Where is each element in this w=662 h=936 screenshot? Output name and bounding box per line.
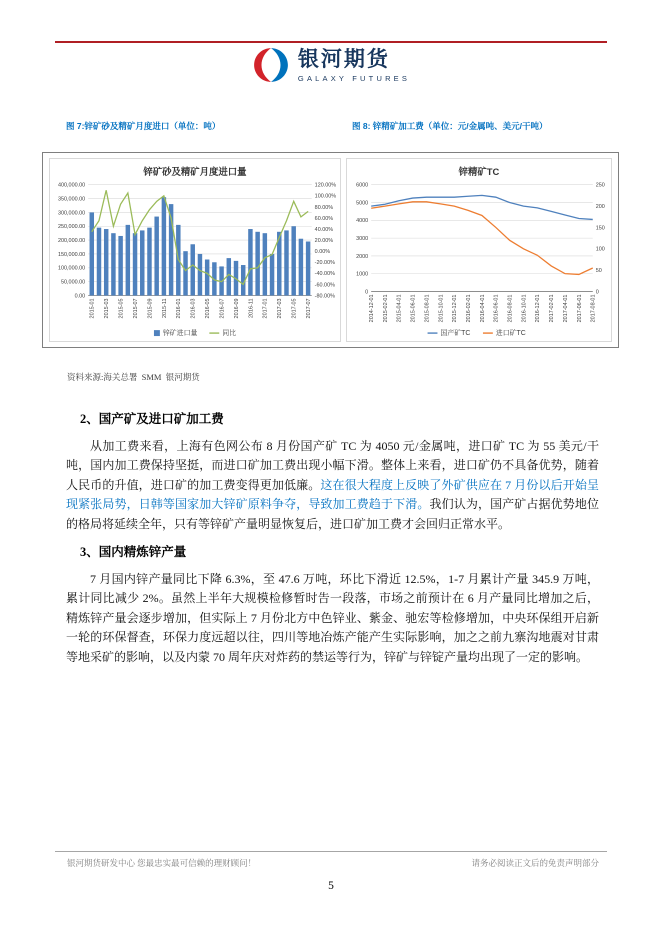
svg-text:国产矿TC: 国产矿TC: [440, 330, 471, 338]
svg-text:-60.00%: -60.00%: [314, 282, 335, 289]
svg-text:150,000.00: 150,000.00: [57, 251, 85, 258]
svg-text:4000: 4000: [356, 218, 369, 225]
svg-text:150: 150: [596, 225, 606, 232]
svg-text:2016-06-01: 2016-06-01: [494, 294, 501, 323]
svg-text:400,000.00: 400,000.00: [57, 182, 85, 189]
galaxy-swirl-icon: [252, 46, 290, 84]
svg-text:200: 200: [596, 203, 606, 210]
figure7-caption: 图 7:锌矿砂及精矿月度进口（单位：吨）: [66, 121, 221, 131]
svg-text:2015-12-01: 2015-12-01: [452, 294, 459, 323]
svg-text:2017-04-01: 2017-04-01: [563, 294, 570, 323]
svg-text:2017-05: 2017-05: [291, 298, 298, 319]
svg-text:2016-02-01: 2016-02-01: [466, 294, 473, 323]
svg-text:进口矿TC: 进口矿TC: [496, 330, 527, 338]
svg-text:100.00%: 100.00%: [314, 193, 336, 200]
svg-text:0: 0: [365, 289, 369, 296]
svg-text:2016-04-01: 2016-04-01: [480, 294, 487, 323]
svg-text:2016-07: 2016-07: [219, 298, 226, 319]
svg-text:2016-08-01: 2016-08-01: [507, 294, 514, 323]
svg-text:锌矿进口量: 锌矿进口量: [162, 330, 198, 338]
svg-text:2015-09: 2015-09: [147, 298, 154, 319]
svg-text:-80.00%: -80.00%: [314, 293, 335, 300]
svg-text:2015-03: 2015-03: [103, 298, 110, 319]
svg-text:2015-07: 2015-07: [132, 298, 139, 319]
svg-text:60.00%: 60.00%: [314, 215, 333, 222]
source-note: 资料来源:海关总署 SMM 银河期货: [67, 372, 200, 382]
svg-text:50: 50: [596, 268, 603, 275]
svg-text:350,000.00: 350,000.00: [57, 196, 85, 203]
header-rule: [55, 41, 607, 43]
brand-text: [298, 48, 410, 83]
svg-text:120.00%: 120.00%: [314, 182, 336, 189]
svg-text:2017-08-01: 2017-08-01: [590, 294, 597, 323]
para-text: 我们认为，国产矿占据优势地位的格局将延续全年，只有等锌矿产量明显恢复后，进口矿加工费才会回归正常水平。: [66, 497, 599, 531]
figure8-caption: 图 8: 锌精矿加工费（单位：元/金属吨、美元/干吨）: [352, 121, 548, 131]
brand-logo: [0, 46, 662, 84]
svg-text:250: 250: [596, 182, 606, 189]
svg-text:100,000.00: 100,000.00: [57, 265, 85, 272]
svg-text:2017-02-01: 2017-02-01: [549, 294, 556, 323]
svg-text:锌矿砂及精矿月度进口量: 锌矿砂及精矿月度进口量: [143, 165, 247, 177]
svg-text:80.00%: 80.00%: [314, 204, 333, 211]
para-text: 从加工费来看，上海有色网公布 8 月份国产矿 TC 为 4050 元/金属吨，进口矿 TC 为 55 美元/干吨，国内加工费保持坚挺，而进口矿加工费出现小幅下滑。整体上来看，进口矿仍不具备优势，随着人民币的升值，进口矿的加工费变得更加低廉。: [66, 439, 599, 492]
svg-text:2016-11: 2016-11: [247, 298, 254, 319]
svg-text:3000: 3000: [356, 236, 369, 243]
footer-rule: [55, 851, 607, 852]
svg-text:2016-01: 2016-01: [175, 298, 182, 319]
svg-text:2000: 2000: [356, 253, 369, 260]
svg-text:1000: 1000: [356, 271, 369, 278]
svg-text:0.00: 0.00: [74, 293, 85, 300]
svg-text:300,000.00: 300,000.00: [57, 210, 85, 217]
svg-text:200,000.00: 200,000.00: [57, 237, 85, 244]
svg-text:0: 0: [596, 289, 600, 296]
svg-text:锌精矿TC: 锌精矿TC: [459, 165, 500, 177]
svg-text:2016-03: 2016-03: [190, 298, 197, 319]
page-number: 5: [328, 880, 334, 892]
svg-text:2015-05: 2015-05: [118, 298, 125, 319]
svg-text:2015-10-01: 2015-10-01: [438, 294, 445, 323]
svg-text:250,000.00: 250,000.00: [57, 224, 85, 231]
section2-heading: 2、国产矿及进口矿加工费: [80, 412, 224, 426]
svg-text:2017-06-01: 2017-06-01: [577, 294, 584, 323]
svg-text:2017-01: 2017-01: [262, 298, 269, 319]
svg-text:2015-02-01: 2015-02-01: [383, 294, 390, 323]
svg-text:2015-08-01: 2015-08-01: [424, 294, 431, 323]
figure-box: [42, 152, 619, 348]
svg-text:2017-07: 2017-07: [305, 298, 312, 319]
svg-text:-40.00%: -40.00%: [314, 271, 335, 278]
svg-text:同比: 同比: [221, 330, 236, 338]
section2-paragraph: [66, 437, 599, 534]
svg-text:2016-10-01: 2016-10-01: [521, 294, 528, 323]
brand-name-en: GALAXY FUTURES: [297, 73, 411, 83]
svg-text:2017-03: 2017-03: [276, 298, 283, 319]
svg-text:2014-12-01: 2014-12-01: [369, 294, 376, 323]
svg-text:2015-01: 2015-01: [89, 298, 96, 319]
footer-disclaimer-text: 请务必阅读正文后的免责声明部分: [471, 858, 599, 868]
svg-text:-20.00%: -20.00%: [314, 260, 335, 267]
zinc-ore-import-chart: [49, 158, 341, 342]
svg-text:20.00%: 20.00%: [314, 237, 333, 244]
svg-text:2016-12-01: 2016-12-01: [535, 294, 542, 323]
footer-left-text: 银河期货研发中心 您最忠实最可信赖的理财顾问！: [67, 858, 257, 868]
svg-text:5000: 5000: [356, 200, 369, 207]
svg-text:2015-11: 2015-11: [161, 298, 168, 319]
svg-text:40.00%: 40.00%: [314, 226, 333, 233]
svg-text:2015-04-01: 2015-04-01: [397, 294, 404, 323]
svg-text:100: 100: [596, 246, 606, 253]
svg-text:50,000.00: 50,000.00: [60, 279, 85, 286]
svg-text:6000: 6000: [356, 182, 369, 189]
svg-text:0.00%: 0.00%: [314, 249, 330, 256]
section3-heading: 3、国内精炼锌产量: [80, 545, 187, 559]
para-text-highlight: 这在很大程度上反映了外矿供应在 7 月份以后开始呈现紧张局势，日韩等国家加大锌矿原料争夺，导致加工费趋于下滑。: [66, 477, 599, 512]
zinc-concentrate-tc-chart: [346, 158, 612, 342]
svg-text:2016-09: 2016-09: [233, 298, 240, 319]
brand-name-cn: 银河期货: [297, 47, 390, 71]
svg-text:2015-06-01: 2015-06-01: [410, 294, 417, 323]
svg-text:2016-05: 2016-05: [204, 298, 211, 319]
section3-paragraph: 7 月国内锌产量同比下降 6.3%，至 47.6 万吨，环比下滑近 12.5%，1-7 月累计产量 345.9 万吨，累计同比减少 2%。虽然上半年大规模检修暂时告一段落，市场之前预计在 6 月产量同比增加之后，精炼锌产量会逐步增加，但实际上 7 月份北方中色锌业、紫金、驰宏等检修增加，中央环保组开启新一轮的环保督查，环保力度远超以往，四川等地冶炼产能产生实际影响，加之之前九寨沟地震对甘肃等地采矿的影响，以及内蒙 70 周年庆对炸药的禁运等行为，锌矿与锌锭产量均出现了一定的影响。: [66, 572, 599, 664]
